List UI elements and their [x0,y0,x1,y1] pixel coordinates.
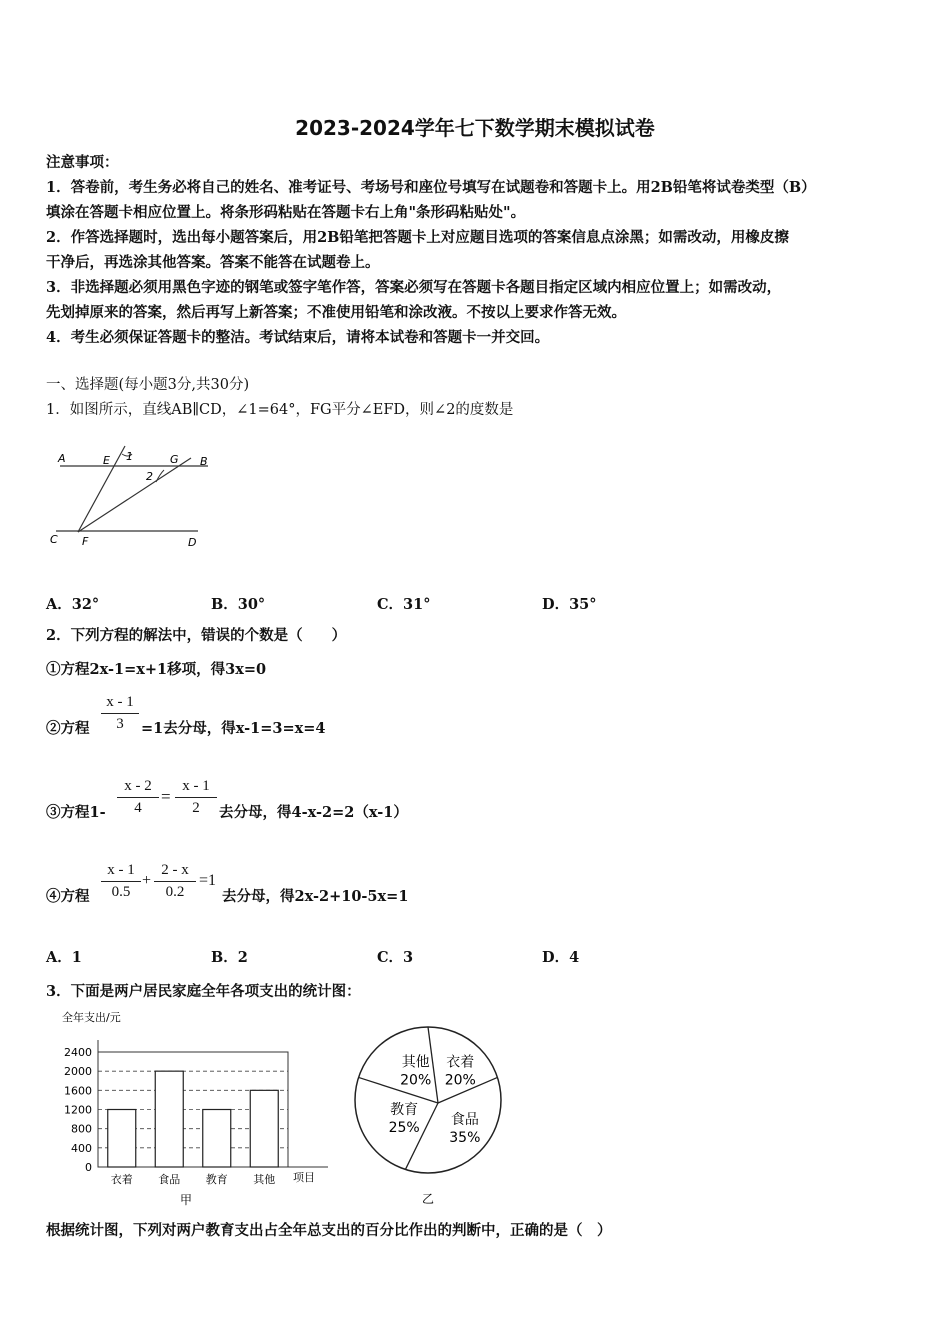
fraction-bar [101,713,139,714]
bar-0 [108,1110,136,1168]
denominator: 0.5 [111,884,131,900]
label-g: G [170,453,179,466]
bar-chart-xlabel: 项目 [293,1171,315,1184]
pie-label-1: 衣着 [446,1054,475,1071]
y-tick-label: 2000 [64,1065,92,1079]
section-heading: 一、选择题(每小题3分,共30分) [46,377,250,393]
bar-chart-plot [64,1040,328,1186]
q1-stem: 1．如图所示，直线AB∥CD，∠1=64°，FG平分∠EFD，则∠2的度数是 [46,402,514,418]
line-ef [78,446,125,532]
fraction-bar [154,881,196,882]
x-tick-label: 其他 [253,1173,276,1186]
line-fg [78,458,191,532]
denominator: 0.2 [165,884,185,900]
fraction-bar [117,797,159,798]
notice-line: 先划掉原来的答案，然后再写上新答案；不准使用铅笔和涂改液。不按以上要求作答无效。 [46,304,626,321]
label-e: E [103,454,110,467]
label-a: A [58,452,66,465]
q2-item-3-fraction-2 [175,778,217,817]
pie-chart-title: 乙 [422,1192,435,1206]
denominator: 3 [116,716,124,732]
notice-line: 2．作答选择题时，选出每小题答案后，用2B铅笔把答题卡上对应题目选项的答案信息点涂黑；如需改动，用橡皮擦 [46,229,789,246]
y-tick-label: 0 [85,1161,92,1174]
numerator: x - 2 [124,778,152,794]
bar-chart-title: 甲 [180,1193,193,1207]
notice-line: 4．考生必须保证答题卡的整洁。考试结束后，请将本试卷和答题卡一并交回。 [46,329,550,346]
label-1: 1 [126,450,133,463]
bar-chart-ylabel: 全年支出/元 [62,1011,121,1024]
q2-item-4-prefix: ④方程 [46,888,90,905]
label-d: D [188,536,197,549]
q2-stem: 2．下列方程的解法中，错误的个数是（ ） [46,627,347,644]
q1-option-a[interactable]: A．32° [46,596,100,613]
bar-2 [203,1110,231,1168]
bar-3 [250,1090,278,1167]
y-tick-label: 2400 [64,1046,92,1059]
q2-item-3-suffix: 去分母，得4-x-2=2（x-1） [219,804,408,821]
x-tick-label: 教育 [205,1173,228,1186]
pie-pct-2: 35% [449,1129,481,1146]
q2-item-2-prefix: ②方程 [46,720,90,737]
y-tick-label: 800 [71,1122,92,1136]
page-title: 2023-2024学年七下数学期末模拟试卷 [295,116,655,140]
fraction-bar [175,797,217,798]
equals-sign: = [161,787,171,806]
y-tick-label: 1600 [64,1084,92,1098]
fraction-bar [101,881,141,882]
label-2: 2 [146,470,153,483]
q1-geometry-figure [48,440,218,555]
q2-option-d[interactable]: D．4 [542,949,580,966]
q2-option-b[interactable]: B．2 [211,949,248,966]
pie-chart-plot [355,1027,501,1173]
numerator: x - 1 [107,862,135,878]
q2-option-c[interactable]: C．3 [377,949,414,966]
notice-block [46,150,906,350]
q1-option-b[interactable]: B．30° [211,596,266,613]
numerator: x - 1 [106,694,134,710]
label-c: C [50,533,58,546]
q2-item-4-fraction-1 [101,862,141,901]
notice-line: 3．非选择题必须用黑色字迹的钢笔或签字笔作答，答案必须写在答题卡各题目指定区域内相应位置上；如需改动， [46,279,782,296]
pie-chart-yi [350,1020,510,1210]
numerator: x - 1 [182,778,210,794]
numerator: 2 - x [161,862,189,878]
pie-label-2: 食品 [450,1111,479,1128]
q2-item-3-prefix: ③方程1- [46,804,106,821]
label-b: B [200,455,208,468]
notice-line: 1．答卷前，考生务必将自己的姓名、准考证号、考场号和座位号填写在试题卷和答题卡上。用2B铅笔将试卷类型（B） [46,179,816,196]
q2-item-3-fraction-1 [117,778,159,817]
x-tick-label: 食品 [158,1173,181,1186]
notice-line: 干净后，再选涂其他答案。答案不能答在试题卷上。 [46,254,380,271]
y-tick-label: 400 [71,1141,92,1155]
pie-pct-3: 25% [388,1120,420,1137]
y-tick-label: 1200 [64,1103,92,1117]
pie-pct-0: 20% [400,1072,432,1089]
q2-item-4-suffix: 去分母，得2x-2+10-5x=1 [222,888,409,905]
bar-chart-jia [50,1005,330,1210]
q1-option-c[interactable]: C．31° [377,596,431,613]
notice-heading: 注意事项： [46,154,119,171]
denominator: 2 [192,800,200,816]
label-f: F [82,535,89,548]
notice-line: 填涂在答题卡相应位置上。将条形码粘贴在答题卡右上角"条形码粘贴处"。 [46,204,526,221]
pie-label-3: 教育 [390,1102,419,1119]
plus-sign: + [142,872,152,889]
q2-item-4-fraction-2 [154,862,196,901]
q3-stem: 3．下面是两户居民家庭全年各项支出的统计图： [46,983,361,1000]
q2-option-a[interactable]: A．1 [46,949,82,966]
equals-one: =1 [199,872,217,889]
pie-pct-1: 20% [444,1072,476,1089]
q1-option-d[interactable]: D．35° [542,596,597,613]
x-tick-label: 衣着 [110,1173,133,1186]
denominator: 4 [134,800,142,816]
q2-item-2-suffix: =1去分母，得x-1=3=x=4 [141,720,326,737]
q2-item-2-fraction [101,694,139,733]
q3-question: 根据统计图，下列对两户教育支出占全年总支出的百分比作出的判断中，正确的是（ ） [46,1222,612,1239]
q2-item-1: ①方程2x-1=x+1移项，得3x=0 [46,661,267,678]
bar-1 [155,1071,183,1167]
pie-label-0: 其他 [401,1054,430,1071]
